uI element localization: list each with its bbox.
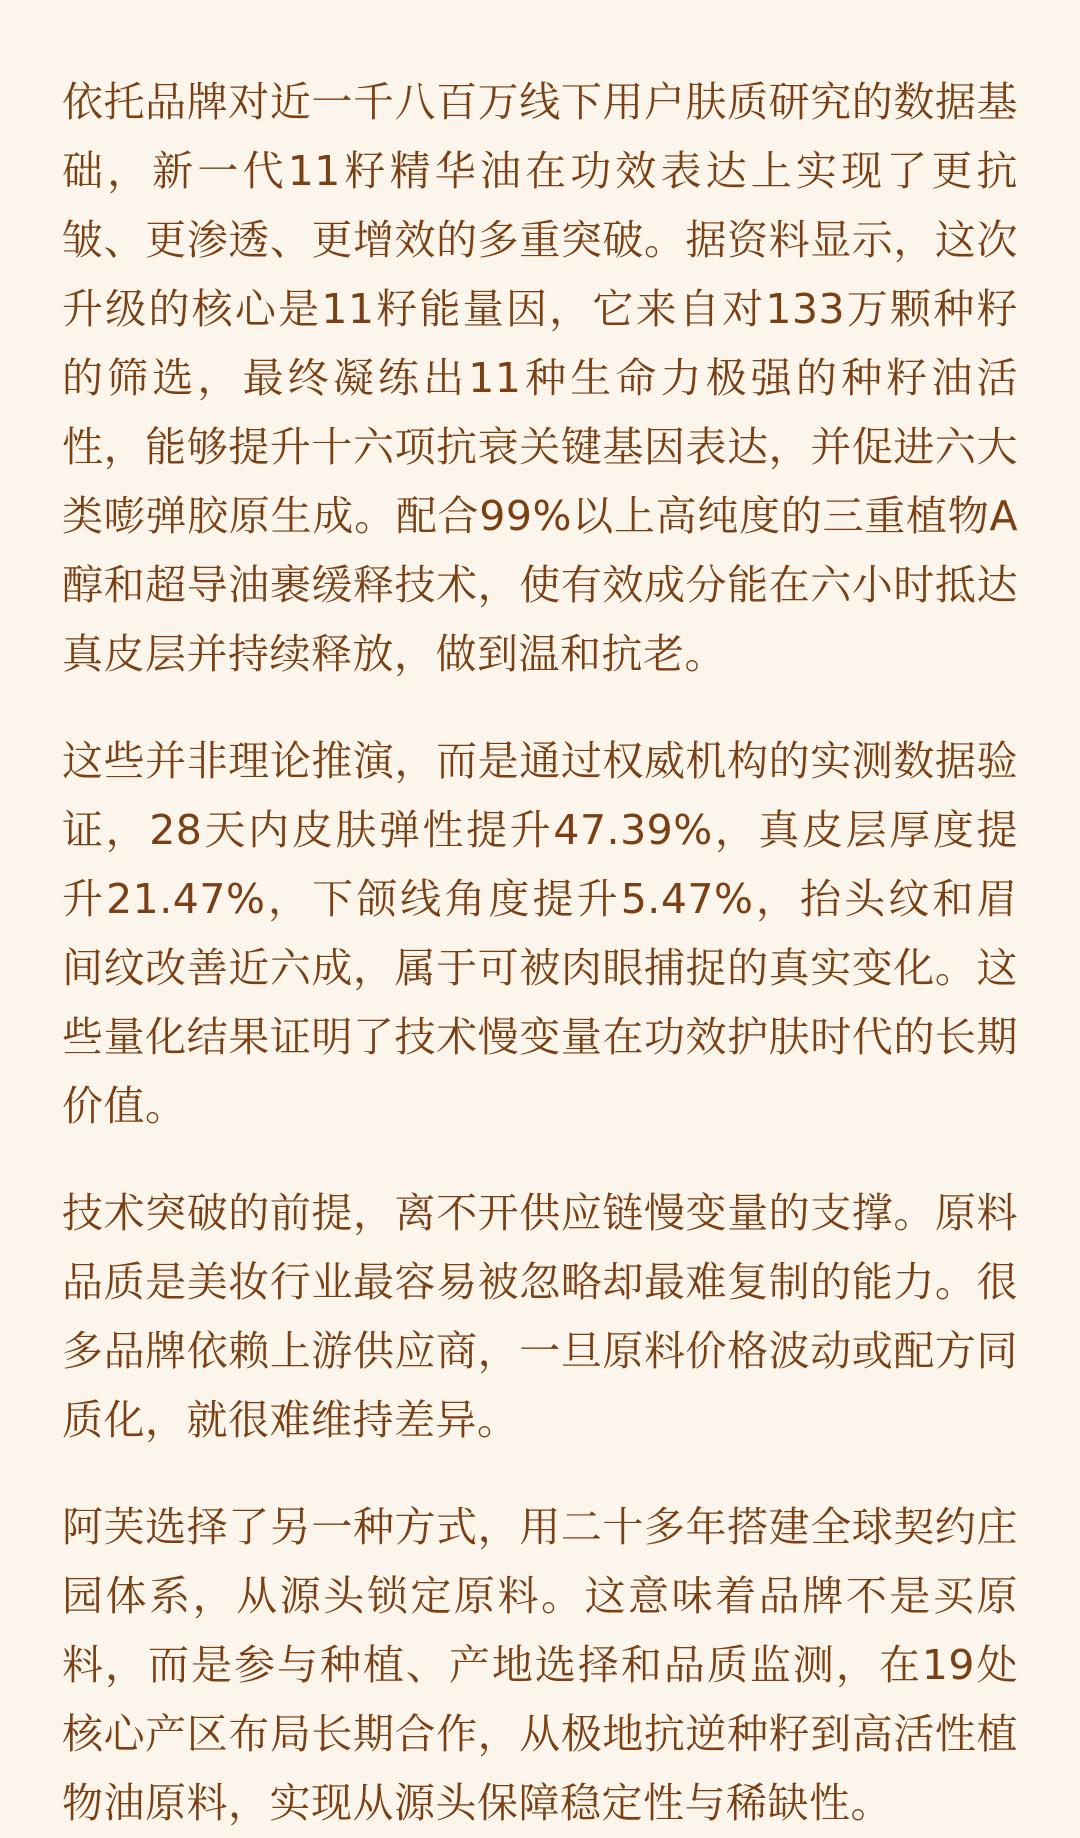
article-paragraph-3: 技术突破的前提，离不开供应链慢变量的支撑。原料品质是美妆行业最容易被忽略却最难复制的能力。很多品牌依赖上游供应商，一旦原料价格波动或配方同质化，就很难维持差异。 <box>62 1189 1018 1444</box>
article-paragraph-4: 阿芙选择了另一种方式，用二十多年搭建全球契约庄园体系，从源头锁定原料。这意味着品牌不是买原料，而是参与种植、产地选择和品质监测，在19处核心产区布局长期合作，从极地抗逆种籽到高活性植物油原料，实现从源头保障稳定性与稀缺性。 <box>62 1503 1018 1827</box>
article-paragraph-1: 依托品牌对近一千八百万线下用户肤质研究的数据基础，新一代11籽精华油在功效表达上实现了更抗皱、更渗透、更增效的多重突破。据资料显示，这次升级的核心是11籽能量因，它来自对133万颗种籽的筛选，最终凝练出11种生命力极强的种籽油活性，能够提升十六项抗衰关键基因表达，并促进六大类嘭弹胶原生成。配合99%以上高纯度的三重植物A醇和超导油裹缓释技术，使有效成分能在六小时抵达真皮层并持续释放，做到温和抗老。 <box>62 78 1018 678</box>
article-body <box>62 68 1018 1838</box>
article-paragraph-2: 这些并非理论推演，而是通过权威机构的实测数据验证，28天内皮肤弹性提升47.39%，真皮层厚度提升21.47%，下颌线角度提升5.47%，抬头纹和眉间纹改善近六成，属于可被肉眼捕捉的真实变化。这些量化结果证明了技术慢变量在功效护肤时代的长期价值。 <box>62 737 1018 1130</box>
